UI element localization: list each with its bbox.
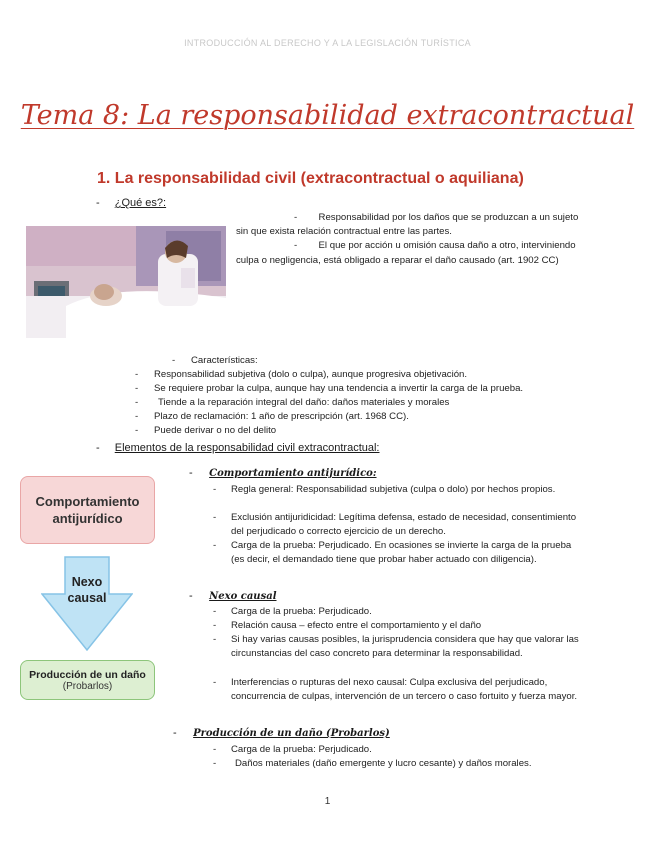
diagram-box-dano-sub: (Probarlos)	[62, 680, 113, 692]
comportamiento-item-text: Carga de la prueba: Perjudicado. En ocasiones se invierte la carga de la prueba (es decir, el demandado tiene que probar haber actuado con diligencia).	[231, 540, 572, 566]
comportamiento-item	[213, 511, 583, 539]
diagram-box-dano	[20, 660, 155, 700]
dano-item	[213, 757, 583, 771]
nexo-heading: Nexo causal	[209, 591, 277, 602]
intro-p2: - El que por acción u omisión causa daño a otro, interviniendo culpa o negligencia, está obligado a reparar el daño causado (art. 1902 CC)	[236, 240, 576, 266]
dano-heading: Producción de un daño (Probarlos)	[193, 728, 390, 739]
que-es-label: ¿Qué es?:	[114, 197, 167, 209]
dash-marker: -	[96, 442, 100, 454]
nexo-item-text: Carga de la prueba: Perjudicado.	[231, 606, 372, 617]
comportamiento-item-text: Exclusión antijuridicidad: Legítima defensa, estado de necesidad, consentimiento del perjudicado o correcto ejercicio de un derecho.	[231, 512, 577, 538]
dash-marker: -	[172, 355, 176, 366]
nexo-arrow	[41, 556, 133, 651]
dash-marker: -	[213, 540, 217, 551]
page-number: 1	[324, 796, 331, 807]
diagram-box-comportamiento-label: Comportamiento antijurídico	[35, 494, 140, 526]
comportamiento-heading: Comportamiento antijurídico:	[209, 468, 377, 479]
caracteristica-text: Puede derivar o no del delito	[154, 425, 277, 436]
dano-item-text: Daños materiales (daño emergente y lucro cesante) y daños morales.	[235, 758, 532, 769]
que-es-row	[96, 196, 166, 210]
section-heading: 1. La responsabilidad civil (extracontractual o aquiliana)	[97, 170, 524, 187]
dash-marker: -	[213, 606, 217, 617]
comportamiento-item-text: Regla general: Responsabilidad subjetiva (culpa o dolo) por hechos propios.	[231, 484, 556, 495]
dash-marker: -	[213, 512, 217, 523]
caracteristica-text: Se requiere probar la culpa, aunque hay una tendencia a invertir la carga de la prueba.	[154, 383, 524, 394]
dash-marker: -	[213, 677, 217, 688]
running-header: INTRODUCCIÓN AL DERECHO Y A LA LEGISLACIÓN TURÍSTICA	[184, 38, 471, 48]
caracteristica-text: Tiende a la reparación integral del daño: daños materiales y morales	[158, 397, 450, 408]
intro-p1-text: Responsabilidad por los daños que se produzcan a un sujeto sin que exista relación contractual entre las partes.	[236, 212, 579, 238]
nexo-item	[213, 605, 583, 619]
intro-paragraphs	[236, 211, 581, 268]
elementos-label: Elementos de la responsabilidad civil extracontractual:	[114, 442, 380, 454]
page-title	[0, 100, 655, 131]
dash-marker: -	[213, 620, 217, 631]
dano-heading-row	[173, 723, 390, 741]
dash-marker: -	[135, 425, 139, 436]
dash-marker: -	[213, 758, 217, 769]
dano-item-text: Carga de la prueba: Perjudicado.	[231, 744, 372, 755]
dash-marker: -	[135, 397, 139, 408]
nexo-item	[213, 633, 583, 661]
intro-p1: - Responsabilidad por los daños que se produzcan a un sujeto sin que exista relación contractual entre las partes.	[236, 212, 579, 238]
dash-marker: -	[213, 634, 217, 645]
nexo-item	[213, 619, 583, 633]
dash-marker: -	[189, 590, 193, 602]
comportamiento-heading-row	[189, 463, 377, 481]
intro-p2-text: El que por acción u omisión causa daño a otro, interviniendo culpa o negligencia, está obligado a reparar el daño causado (art. 1902 CC)	[236, 240, 576, 266]
comportamiento-item	[213, 539, 583, 567]
dash-marker: -	[96, 197, 100, 209]
caracteristica-text: Plazo de reclamación: 1 año de prescripción (art. 1968 CC).	[154, 411, 409, 422]
elementos-row	[96, 442, 380, 454]
caracteristica-text: Responsabilidad subjetiva (dolo o culpa), aunque progresiva objetivación.	[154, 369, 468, 380]
hospital-scene-image	[26, 226, 226, 338]
diagram-box-dano-title: Producción de un daño	[29, 668, 146, 681]
dash-marker: -	[135, 411, 139, 422]
nexo-item-text: Si hay varias causas posibles, la jurisprudencia considera que hay que valorar las circunstancias del caso concreto para determinar la responsabilidad.	[231, 634, 579, 660]
nexo-item-text: Interferencias o rupturas del nexo causal: Culpa exclusiva del perjudicado, concurrencia de culpas, intervención de un tercero o caso fortuito y fuerza mayor.	[231, 677, 578, 703]
page-title-text: Tema 8: La responsabilidad extracontractual	[20, 100, 635, 131]
dash-marker: -	[213, 484, 217, 495]
dash-marker: -	[173, 727, 177, 739]
diagram-box-comportamiento	[20, 476, 155, 544]
dash-marker: -	[189, 467, 193, 479]
nexo-item-text: Relación causa – efecto entre el comportamiento y el daño	[231, 620, 482, 631]
dash-marker: -	[213, 744, 217, 755]
nexo-item	[213, 676, 583, 704]
nexo-arrow-label: Nexo causal	[67, 575, 107, 605]
nexo-heading-row	[189, 586, 277, 604]
dano-item	[213, 743, 583, 757]
hospital-photo	[26, 226, 226, 338]
caracteristicas-label: Características:	[191, 355, 258, 366]
dash-marker: -	[135, 369, 139, 380]
dash-marker: -	[135, 383, 139, 394]
comportamiento-item	[213, 483, 583, 497]
